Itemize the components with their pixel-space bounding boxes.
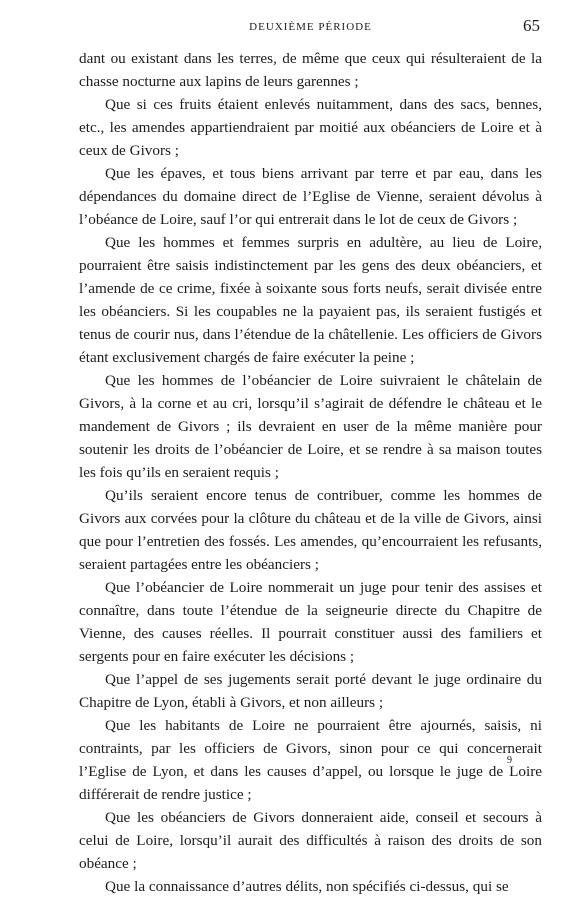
paragraph-appel: Que l’appel de ses jugements serait porté devant le juge ordinaire du Chapitre de Lyon, établi à Givors, et non ailleurs ; — [79, 671, 542, 711]
signature-mark: 9 — [507, 755, 512, 766]
page-number: 65 — [523, 16, 540, 35]
paragraph-autres-delits: Que la connaissance d’autres délits, non spécifiés ci-dessus, qui se — [105, 878, 509, 895]
body-text — [79, 47, 542, 898]
paragraph-juge-loire: Que l’obéancier de Loire nommerait un juge pour tenir des assises et connaître, dans toute l’étendue de la seigneurie directe du Chapitre de Vienne, des causes réelles. Il pourrait constituer aussi des familiers et sergents pour en faire exécuter les décisions ; — [79, 579, 542, 665]
paragraph-adultere: Que les hommes et femmes surpris en adultère, au lieu de Loire, pourraient être saisis indistinctement par les gens des deux obéanciers, et l’amende de ce crime, fixée à soixante sous forts neufs, serait divisée entre les obéanciers. Si les coupables ne la payaient pas, ils seraient fustigés et tenus de courir nus, dans l’étendue de la châtellenie. Les officiers de Givors étant exclusivement chargés de faire exécuter la peine ; — [79, 234, 542, 366]
paragraph-continuation: dant ou existant dans les terres, de même que ceux qui résulteraient de la chasse nocturne aux lapins de leurs garennes ; — [79, 50, 542, 90]
paragraph-hommes-obeancier: Que les hommes de l’obéancier de Loire suivraient le châtelain de Givors, à la corne et au cri, lorsqu’il s’agirait de défendre le château et le mandement de Givors ; ils devraient en user de la même manière pour soutenir les droits de l’obéancier de Loire, et se rendre à sa maison toutes les fois qu’ils en seraient requis ; — [79, 372, 542, 481]
paragraph-fruits-enleves: Que si ces fruits étaient enlevés nuitamment, dans des sacs, bennes, etc., les amendes appartiendraient par moitié aux obéanciers de Loire et à ceux de Givors ; — [79, 96, 542, 159]
running-header — [79, 16, 542, 38]
paragraph-corvees: Qu’ils seraient encore tenus de contribuer, comme les hommes de Givors aux corvées pour la clôture du château et de la ville de Givors, ainsi que pour l’entretien des fossés. Les amendes, qu’encourraient les refusants, seraient partagées entre les obéanciers ; — [79, 487, 542, 573]
paragraph-epaves: Que les épaves, et tous biens arrivant par terre et par eau, dans les dépendances du domaine direct de l’Eglise de Vienne, seraient dévolus à l’obéance de Loire, sauf l’or qui entrerait dans le lot de ceux de Givors ; — [79, 165, 542, 228]
paragraph-habitants-loire: Que les habitants de Loire ne pourraient être ajournés, saisis, ni contraints, par les officiers de Givors, sinon pour ce qui concernerait l’Eglise de Lyon, et dans les causes d’appel, ou lorsque le juge de Loire différerait de rendre justice ; — [79, 717, 542, 803]
paragraph-aide-conseil: Que les obéanciers de Givors donneraient aide, conseil et secours à celui de Loire, lorsqu’il aurait des difficultés à raison des droits de son obéance ; — [79, 809, 542, 872]
running-title: DEUXIÈME PÉRIODE — [249, 21, 372, 33]
